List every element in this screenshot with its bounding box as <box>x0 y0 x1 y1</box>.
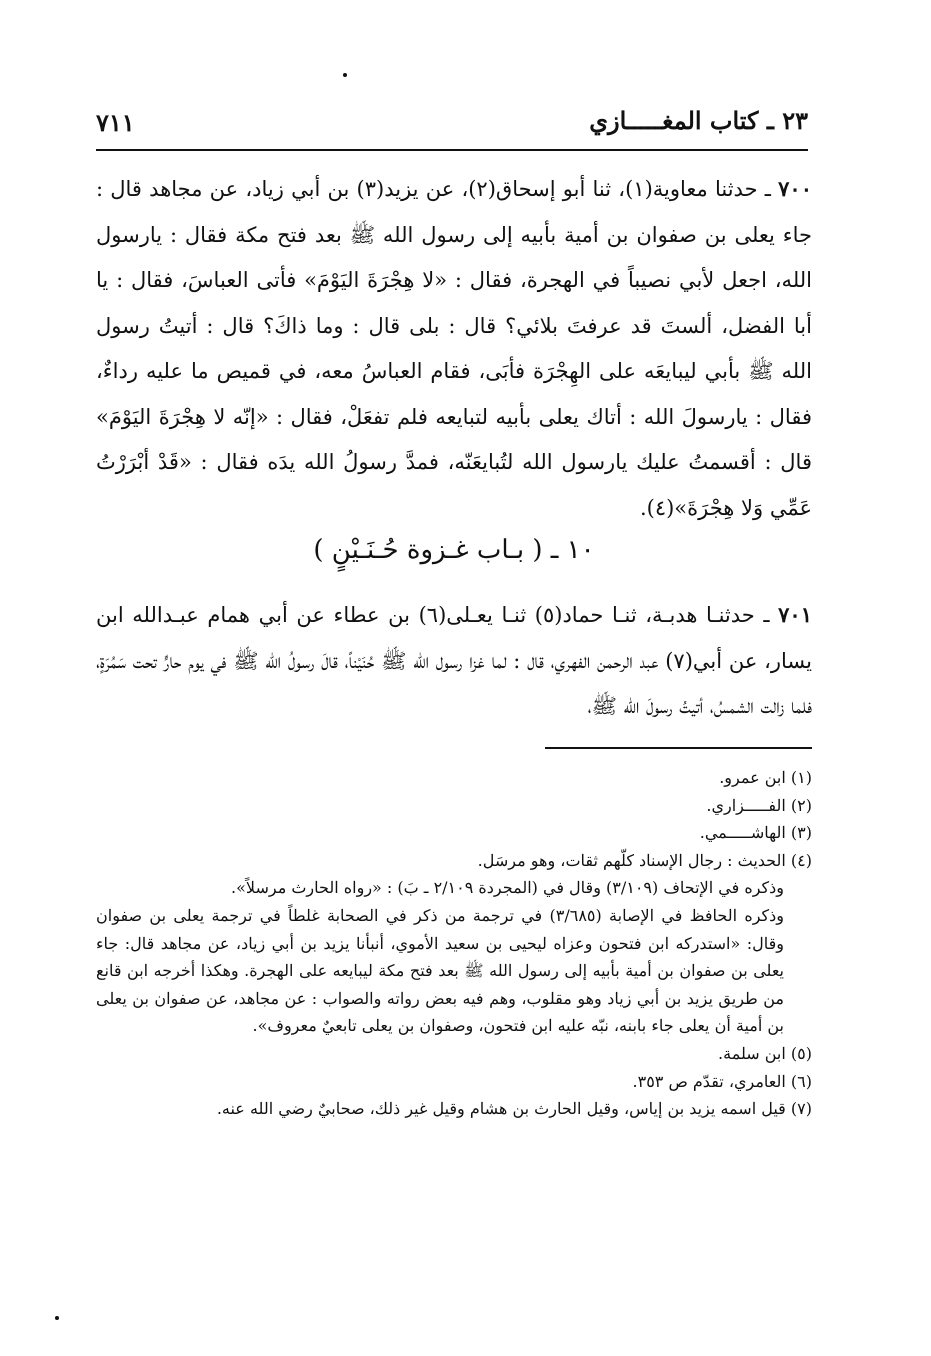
footnote-1: (١) ابن عمرو. <box>719 768 812 787</box>
hadith-number: ٧٠١ <box>778 602 812 627</box>
hadith-text: ـ حدثنا معاوية(١)، ثنا أبو إسحاق(٢)، عن يزيد(٣) بن أبي زياد، عن مجاهد قال : جاء يعلى بن صفوان بن أمية بأبيه إلى رسول الله ﷺ بعد فتح مكة فقال : يارسول الله، اجعل لأبي نصيباً في الهجرة، فقال : «لا هِجْرَةَ اليَوْمَ» فأتى العباسَ، فقال : يا أبا الفضل، ألستَ قد عرفتَ بلائي؟ قال : بلى قال : وما ذاكَ؟ قال : أتيتُ رسول الله ﷺ بأبي ليبايعَه على الهِجْرَة فأبَى، فقام العباسُ معه، في قميص ما عليه رداءٌ، فقال : يارسولَ الله : أتاك يعلى بأبيه لتبايعه فلم تفعَلْ، فقال : «إنّه لا هِجْرَةَ اليَوْمَ» قال : أقسمتُ عليك يارسول الله لتُبايعَنّه، فمدَّ رسولُ الله يدَه فقال : «قَدْ أبْرَرْتُ عَمِّي وَلا هِجْرَةَ»(٤). <box>96 177 812 520</box>
footnote-rule <box>545 747 812 749</box>
footnotes <box>96 764 812 1123</box>
header-rule <box>96 149 808 151</box>
print-speck <box>343 73 347 77</box>
hadith-701-paragraph <box>96 592 812 730</box>
chapter-running-title: ٢٣ ـ كتاب المغـــــازي <box>589 106 808 135</box>
hadith-700-block <box>96 166 812 531</box>
hadith-701-block <box>96 592 812 730</box>
footnote-5: (٥) ابن سلمة. <box>718 1043 812 1063</box>
footnote-6: (٦) العامري، تقدّم ص ٣٥٣. <box>632 1071 812 1091</box>
page-number: ٧١١ <box>96 108 135 137</box>
footnote-2: (٢) الفـــــزاري. <box>706 795 812 815</box>
running-header <box>96 100 808 148</box>
hadith-700-paragraph <box>96 166 812 531</box>
footnote-4-isaba: وذكره الحافظ في الإصابة (٣/٦٨٥) في ترجمة من ذكر في الصحابة غلطاً في ترجمة يعلى بن صفوان وقال: «استدركه ابن فتحون وعزاه ليحيى بن سعيد الأموي، أنبأنا يزيد بن أبي زياد، عن مجاهد قال: جاء يعلى بن صفوان بن أمية بأبيه إلى رسول الله ﷺ بعد فتح مكة ليبايعه على الهجرة. وهكذا أخرجه ابن قانع من طريق يزيد بن أبي زياد وهو مقلوب، وهم فيه بعض رواته والصواب : عن مجاهد، عن صفوان بن يعلى بن أمية أن يعلى جاء بابنه، نبّه عليه ابن فتحون، وصفوان بن يعلى تابعيٌ معروف». <box>96 905 785 1036</box>
hadith-number: ٧٠٠ <box>778 176 812 201</box>
print-speck <box>55 1316 59 1320</box>
hadith-text: ـ حدثنـا هدبـة، ثنـا حماد(٥) ثنـا يعـلى(٦) بن عطاء عن أبي همام عبـدالله ابن يسار، عن أبي(٧) عبد الرحمن الفهري، قال : لما غزا رسول الله ﷺ حُنَيْناً، قالَ رسولُ الله ﷺ في يوم حارٍّ تحت سَمُرَةٍ، فلما زالت الشمسُ، أتيتُ رسولَ الله ﷺ، <box>96 603 813 718</box>
chapter-heading: ١٠ ـ ( بـاب غـزوة حُـنَـيْنٍ ) <box>313 535 595 565</box>
footnote-7: (٧) قيل اسمه يزيد بن إياس، وقيل الحارث بن هشام وقيل غير ذلك، صحابيٌ رضي الله عنه. <box>216 1099 812 1119</box>
footnote-3: (٣) الهاشـــــمي. <box>699 823 812 843</box>
footnote-4-itihaf: وذكره في الإتحاف (٣/١٠٩) وقال في (المجردة ٢/١٠٩ ـ بَ) : «رواه الحارث مرسلاً». <box>231 878 784 898</box>
footnote-4: (٤) الحديث : رجال الإسناد كلّهم ثقات، وهو مرسَل. <box>477 850 812 870</box>
